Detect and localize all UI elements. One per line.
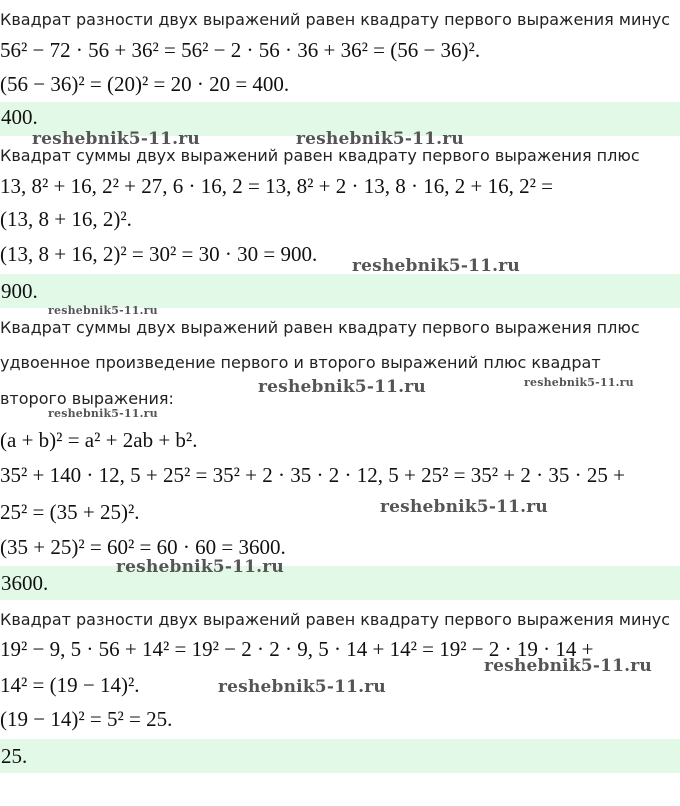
explanation-text: Квадрат разности двух выражений равен квадрату первого выражения минус [0, 10, 671, 29]
watermark: reshebnik5-11.ru [352, 256, 520, 276]
math-line: 56² − 72 · 56 + 36² = 56² − 2 · 56 · 36 + 36² = (56 − 36)². [0, 38, 481, 62]
watermark: reshebnik5-11.ru [380, 497, 548, 517]
answer-band: 900. [0, 274, 680, 308]
watermark: reshebnik5-11.ru [116, 557, 284, 577]
explanation-text: удвоенное произведение первого и второго выражений плюс квадрат [0, 353, 601, 372]
answer-band: 400. [0, 102, 680, 136]
math-line: (13, 8 + 16, 2)² = 30² = 30 · 30 = 900. [0, 242, 318, 266]
math-line: (35 + 25)² = 60² = 60 · 60 = 3600. [0, 535, 286, 559]
math-line: (a + b)² = a² + 2ab + b². [0, 428, 198, 452]
watermark: reshebnik5-11.ru [48, 304, 158, 317]
math-line: 13, 8² + 16, 2² + 27, 6 · 16, 2 = 13, 8² + 2 · 13, 8 · 16, 2 + 16, 2² = [0, 174, 553, 198]
watermark: reshebnik5-11.ru [258, 377, 426, 397]
watermark: reshebnik5-11.ru [484, 656, 652, 676]
math-line: (13, 8 + 16, 2)². [0, 207, 132, 231]
explanation-text: Квадрат суммы двух выражений равен квадрату первого выражения плюс [0, 318, 640, 337]
math-line: 19² − 9, 5 · 56 + 14² = 19² − 2 · 2 · 9, 5 · 14 + 14² = 19² − 2 · 19 · 14 + [0, 637, 594, 661]
watermark: reshebnik5-11.ru [48, 407, 158, 420]
watermark: reshebnik5-11.ru [524, 376, 634, 389]
math-line: (56 − 36)² = (20)² = 20 · 20 = 400. [0, 72, 290, 96]
math-line: 35² + 140 · 12, 5 + 25² = 35² + 2 · 35 · 2 · 12, 5 + 25² = 35² + 2 · 35 · 25 + [0, 463, 625, 487]
watermark: reshebnik5-11.ru [296, 129, 464, 149]
explanation-text: второго выражения: [0, 389, 174, 408]
watermark: reshebnik5-11.ru [32, 129, 200, 149]
explanation-text: Квадрат суммы двух выражений равен квадрату первого выражения плюс [0, 146, 640, 165]
watermark: reshebnik5-11.ru [218, 677, 386, 697]
math-line: 25² = (35 + 25)². [0, 500, 140, 524]
answer-band: 3600. [0, 566, 680, 600]
explanation-text: Квадрат разности двух выражений равен квадрату первого выражения минус [0, 610, 671, 629]
math-line: 14² = (19 − 14)². [0, 673, 140, 697]
answer-band: 25. [0, 739, 680, 773]
math-line: (19 − 14)² = 5² = 25. [0, 707, 173, 731]
